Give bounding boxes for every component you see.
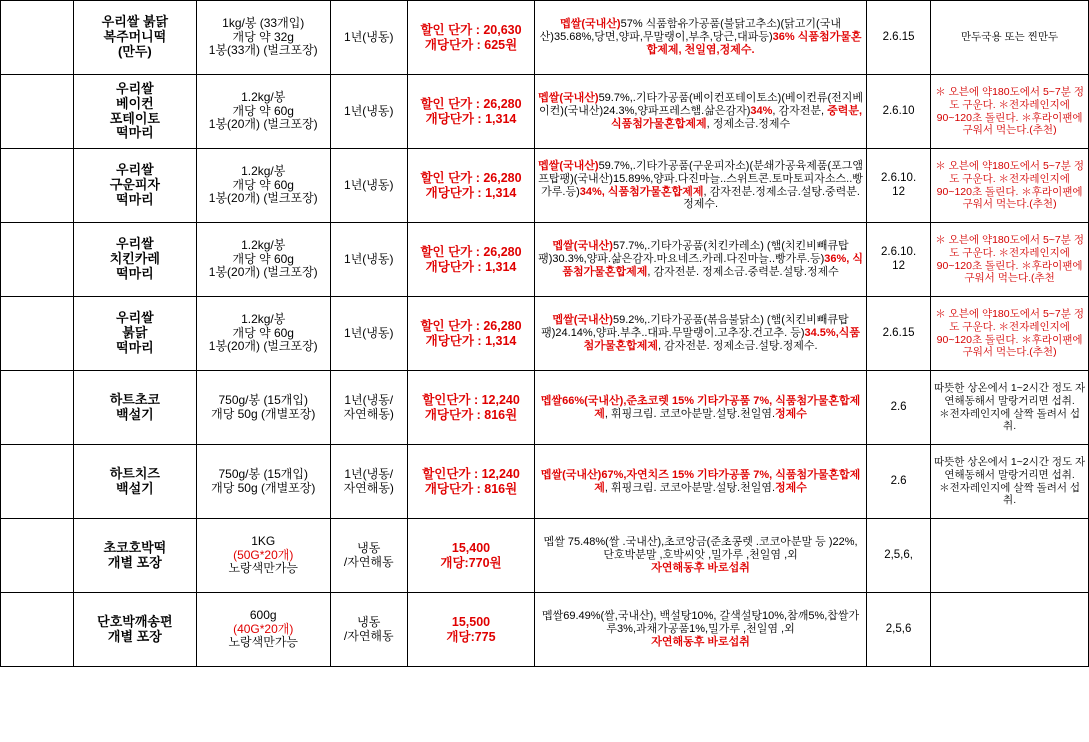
ingredients-cell: 멥쌀(국내산)57% 식품함유가공품(불닭고추소)(닭고기(국내산)35.68%,당면,양파,무말랭이,부추,당근,대파등)36% 식품첨가물혼합제제, 천일염,정제수.: [535, 1, 867, 75]
product-thumbnail: [1, 149, 74, 223]
product-spec: 1.2kg/봉 개당 약 60g 1봉(20개) (벌크포장): [196, 297, 330, 371]
table-row: [1, 593, 1089, 667]
shelf-life: 냉동 /자연해동: [330, 519, 407, 593]
ingredients-cell: 멥쌀66%(국내산),준초코렛 15% 기타가공품 7%, 식품첨가물혼합제제, 휘핑크림. 코코아분말.설탕.천일염.정제수: [535, 371, 867, 445]
product-spec: 1.2kg/봉 개당 약 60g 1봉(20개) (벌크포장): [196, 75, 330, 149]
usage-note: 따뜻한 상온에서 1~2시간 정도 자연해동해서 말랑거리면 섭취. ＊전자레인지에 살짝 돌려서 섭취.: [931, 371, 1089, 445]
allergen-code: 2.6: [866, 371, 930, 445]
table-row: [1, 445, 1089, 519]
shelf-life: 1년(냉동/ 자연해동): [330, 371, 407, 445]
shelf-life: 1년(냉동/ 자연해동): [330, 445, 407, 519]
table-row: [1, 519, 1089, 593]
table-row: [1, 297, 1089, 371]
product-thumbnail: [1, 1, 74, 75]
product-spec: 1.2kg/봉 개당 약 60g 1봉(20개) (벌크포장): [196, 223, 330, 297]
product-name: 우리쌀 붉닭 복주머니떡 (만두): [73, 1, 196, 75]
product-thumbnail: [1, 297, 74, 371]
price-cell: 할인 단가 : 26,280 개당단가 : 1,314: [407, 223, 534, 297]
product-thumbnail: [1, 445, 74, 519]
usage-note: 따뜻한 상온에서 1~2시간 정도 자연해동해서 말랑거리면 섭취. ＊전자레인지에 살짝 돌려서 섭취.: [931, 445, 1089, 519]
allergen-code: 2.6.15: [866, 297, 930, 371]
product-thumbnail: [1, 593, 74, 667]
product-name: 하트초코 백설기: [73, 371, 196, 445]
table-row: [1, 1, 1089, 75]
product-thumbnail: [1, 371, 74, 445]
shelf-life: 1년(냉동): [330, 223, 407, 297]
usage-note: ＊ 오븐에 약180도에서 5~7분 정도 구운다. ＊전자레인지에 90~120초 돌린다. ＊후라이팬에 구워서 먹는다.(추천: [931, 223, 1089, 297]
product-spec: 750g/봉 (15개입) 개당 50g (개별포장): [196, 371, 330, 445]
product-name: 단호박깨송편 개별 포장: [73, 593, 196, 667]
shelf-life: 1년(냉동): [330, 297, 407, 371]
allergen-code: 2.6.10. 12: [866, 149, 930, 223]
product-thumbnail: [1, 519, 74, 593]
table-body: [1, 1, 1089, 667]
allergen-code: 2,5,6: [866, 593, 930, 667]
product-spec: 1kg/봉 (33개입) 개당 약 32g 1봉(33개) (벌크포장): [196, 1, 330, 75]
product-name: 우리쌀 치킨카레 떡마리: [73, 223, 196, 297]
product-thumbnail: [1, 223, 74, 297]
ingredients-cell: 멥쌀(국내산)67%,자연치즈 15% 기타가공품 7%, 식품첨가물혼합제제, 휘핑크림. 코코아분말.설탕.천일염.정제수: [535, 445, 867, 519]
usage-note: [931, 593, 1089, 667]
price-cell: 할인단가 : 12,240 개당단가 : 816원: [407, 371, 534, 445]
product-name: 우리쌀 붉닭 떡마리: [73, 297, 196, 371]
product-name: 우리쌀 구운피자 떡마리: [73, 149, 196, 223]
usage-note: ＊ 오븐에 약180도에서 5~7분 정도 구운다. ＊전자레인지에 90~120초 돌린다. ＊후라이팬에 구워서 먹는다.(추천): [931, 75, 1089, 149]
table-row: [1, 75, 1089, 149]
allergen-code: 2.6.15: [866, 1, 930, 75]
price-cell: 할인 단가 : 26,280 개당단가 : 1,314: [407, 75, 534, 149]
ingredients-cell: 멥쌀(국내산)57.7%,.기타가공품(치킨카레소) (햄(치킨비빼큐탑팽)30.3%,양파.삶은감자.마요네즈.카레.다진마늘..빵가루.등)36%, 식품첨가물혼합제제, 감자전분. 정제소금.중력분.설탕.정제수: [535, 223, 867, 297]
price-cell: 할인단가 : 12,240 개당단가 : 816원: [407, 445, 534, 519]
table-row: [1, 371, 1089, 445]
ingredients-cell: 멥쌀(국내산)59.2%,.기타가공품(볶음불닭소) (햄(치킨비빼큐탑팽)24.14%,양파.부추..대파.무말랭이.고추장.건고추. 등)34.5%,식품첨가물혼합제제, 감자전분. 정제소금.설탕.정제수.: [535, 297, 867, 371]
usage-note: [931, 519, 1089, 593]
allergen-code: 2.6.10. 12: [866, 223, 930, 297]
ingredients-cell: 멥쌀(국내산)59.7%,.기타가공품(베이컨포테이토소)(베이컨류(전지베이컨)(국내산)24.3%,양파프레스햄.삶은감자)34%, 감자전분, 중력분, 식품첨가물혼합제제, 정제소금.정제수: [535, 75, 867, 149]
allergen-code: 2,5,6,: [866, 519, 930, 593]
table-row: [1, 223, 1089, 297]
product-name: 하트치즈 백설기: [73, 445, 196, 519]
ingredients-cell: 멥쌀69.49%(쌀,국내산), 백설탕10%, 갈색설탕10%,참깨5%,찹쌀가루3%,과채가공품1%,밀가루 ,천일염 ,외 자연해동후 바로섭취: [535, 593, 867, 667]
product-spec: 600g (40G*20개) 노랑색만가능: [196, 593, 330, 667]
usage-note: 만두국용 또는 찐만두: [931, 1, 1089, 75]
shelf-life: 1년(냉동): [330, 1, 407, 75]
table-row: [1, 149, 1089, 223]
price-cell: 15,400 개당:770원: [407, 519, 534, 593]
product-name: 초코호박떡 개별 포장: [73, 519, 196, 593]
shelf-life: 냉동 /자연해동: [330, 593, 407, 667]
product-thumbnail: [1, 75, 74, 149]
product-name: 우리쌀 베이컨 포테이토 떡마리: [73, 75, 196, 149]
usage-note: ＊ 오븐에 약180도에서 5~7분 정도 구운다. ＊전자레인지에 90~120초 돌린다. ＊후라이팬에 구워서 먹는다.(추천): [931, 149, 1089, 223]
product-spec: 1KG (50G*20개) 노랑색만가능: [196, 519, 330, 593]
price-cell: 할인 단가 : 26,280 개당단가 : 1,314: [407, 297, 534, 371]
shelf-life: 1년(냉동): [330, 75, 407, 149]
allergen-code: 2.6.10: [866, 75, 930, 149]
price-cell: 할인 단가 : 20,630 개당단가 : 625원: [407, 1, 534, 75]
product-spec: 750g/봉 (15개입) 개당 50g (개별포장): [196, 445, 330, 519]
product-spec: 1.2kg/봉 개당 약 60g 1봉(20개) (벌크포장): [196, 149, 330, 223]
shelf-life: 1년(냉동): [330, 149, 407, 223]
ingredients-cell: 멥쌀(국내산)59.7%,.기타가공품(구운피자소)(분쇄가공육제품(포그앰프탑팽)(국내산)15.89%,양파.다진마늘..스위트콘.토마토피자소스..빵가루.등)34%, 식품첨가물혼합제제, 감자전분.정제소금.설탕.중력분.정제수.: [535, 149, 867, 223]
allergen-code: 2.6: [866, 445, 930, 519]
usage-note: ＊ 오븐에 약180도에서 5~7분 정도 구운다. ＊전자레인지에 90~120초 돌린다. ＊후라이팬에 구워서 먹는다.(추천): [931, 297, 1089, 371]
price-cell: 15,500 개당:775: [407, 593, 534, 667]
price-cell: 할인 단가 : 26,280 개당단가 : 1,314: [407, 149, 534, 223]
ingredients-cell: 멥쌀 75.48%(쌀 .국내산),초코앙금(준초콩렛 .코코아분말 등 )22%, 단호박분말 ,호박씨앗 ,밀가루 ,천일염 ,외 자연해동후 바로섭취: [535, 519, 867, 593]
